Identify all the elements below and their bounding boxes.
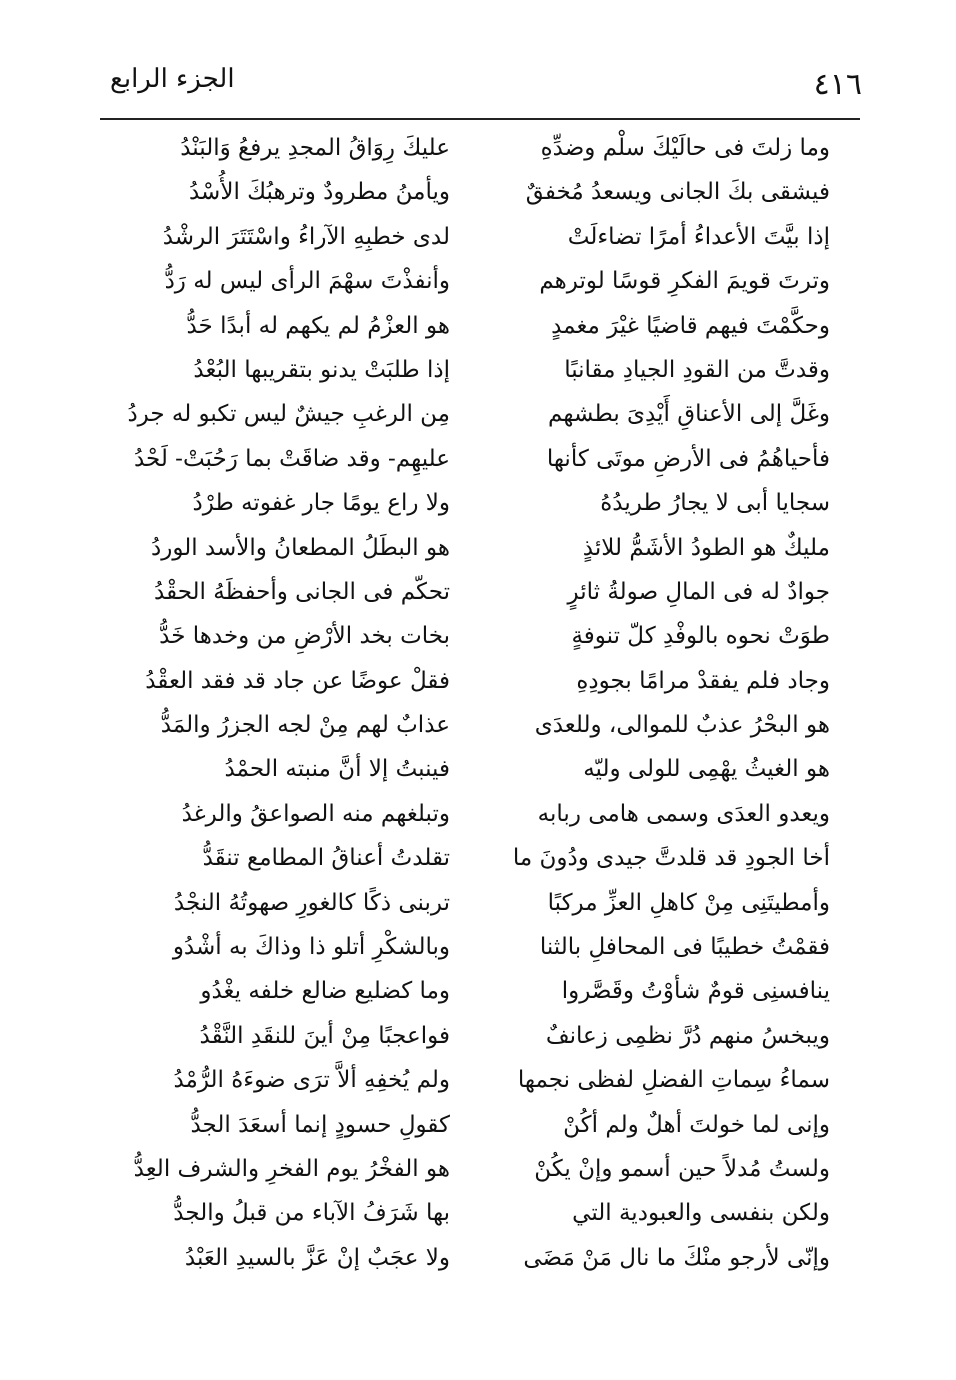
- verse-second-hemistich: وبالشكْرِ أتلو ذا وذاكَ به أشْدُو: [172, 934, 450, 961]
- verse-second-hemistich: كقولِ حسودٍ إنما أسعَدَ الجدُّ: [190, 1111, 450, 1138]
- verse-first-hemistich: وإنّى لأرجو منْكَ ما نال مَنْ مَضَى: [523, 1244, 830, 1271]
- verse-first-hemistich: هو البحْرُ عذبٌ للموالى، وللعدَى: [534, 712, 830, 739]
- verse-second-hemistich: لدى خطبِهِ الآراءُ واسْتَتَرَ الرشْدُ: [162, 223, 450, 250]
- verse-first-hemistich: أخا الجودِ قد قلدتَّ جيدى ودُونَ ما: [512, 845, 830, 872]
- verse-first-hemistich: وترتَ قويمَ الفكرِ قوسًا لوترهم: [539, 268, 830, 295]
- part-title: الجزء الرابع: [110, 64, 235, 94]
- verse-first-hemistich: ويبخسُ منهم دُرَّ نظمِى زعانفٌ: [545, 1022, 830, 1049]
- verse-second-hemistich: بخات بخد الأرْضِ من وخدها خَدُّ: [159, 623, 450, 650]
- verse-second-hemistich: هو الفخْرُ يوم الفخرِ والشرف العِدُّ: [133, 1155, 450, 1182]
- verse-second-hemistich: مِن الرغبِ جيشٌ ليس تكبو له جردُ: [127, 401, 450, 428]
- verse-first-hemistich: طوَتْ نحوه بالوفْدِ كلّ تنوفةٍ: [571, 623, 830, 650]
- left-hemistich-column: [80, 126, 450, 1280]
- verse-first-hemistich: ينافسنِى قومٌ شأوْتُ وقَصَّروا: [561, 978, 830, 1005]
- verse-first-hemistich: وحكَّمْتَ فيهم قاضيًا غيْرَ مغمدٍ: [551, 312, 830, 339]
- verse-second-hemistich: ولا راع يومًا جار غفوته طرْدُ: [192, 490, 450, 517]
- verse-second-hemistich: تقلدتُ أعناقُ المطامع تنقَدُّ: [202, 845, 450, 872]
- header-rule: [100, 118, 860, 120]
- verse-first-hemistich: سجايا أبى لا يجارُ طريدُهُ: [600, 490, 830, 517]
- verse-second-hemistich: ويأمنُ مطرودٌ وترهبُكَ الأُسْدُ: [188, 179, 450, 206]
- verse-second-hemistich: هو البطَلُ المطعانُ والأسد الوردُ: [150, 534, 450, 561]
- verse-second-hemistich: هو العزْمُ لم يكهم له أبدًا حَدُّ: [186, 312, 450, 339]
- right-hemistich-column: [460, 126, 830, 1280]
- verse-first-hemistich: وإنى لما خولتَ أهلٌ ولم أكُنْ: [563, 1111, 830, 1138]
- verse-first-hemistich: سماءُ سِماتِ الفضلِ لفظى نجمها: [517, 1067, 830, 1094]
- verse-second-hemistich: فينبتُ إلا أنَّ منبته الحمْدُ: [224, 756, 450, 783]
- verse-second-hemistich: تحكّم فى الجانى وأحفظَهُ الحقْدُ: [154, 578, 450, 605]
- page-number: ٤١٦: [813, 67, 862, 102]
- verse-first-hemistich: جوادٌ له فى المالِ صولةُ ثائرٍ: [567, 578, 830, 605]
- verse-first-hemistich: إذا بيَّتَ الأعداءُ أمرًا تضاءلَتْ: [567, 223, 830, 250]
- verse-first-hemistich: وغَلَّ إلى الأعناقِ أَيْدِىَ بطشهم: [548, 401, 830, 428]
- verse-first-hemistich: مليكٌ هو الطودُ الأشَمُّ للائذٍ: [582, 534, 830, 561]
- verse-second-hemistich: وأنفذْتَ سهْمَ الرأى ليس له رَدُّ: [164, 268, 450, 295]
- verse-first-hemistich: وما زلتَ فى حالَيْكَ سلْم وضدِّهِ: [540, 135, 830, 161]
- verse-first-hemistich: وأمطيتَنِى مِنْ كاهلِ العزِّ مركبًا: [547, 889, 830, 916]
- verse-first-hemistich: وقدتَّ من القودِ الجيادِ مقانبًا: [564, 356, 830, 383]
- verse-second-hemistich: عليكَ رِوَاقُ المجدِ يرفعُ وَالبَنْدُ: [180, 135, 450, 161]
- verse-first-hemistich: فيشقى بكَ الجانى ويسعدُ مُخفقٌ: [525, 179, 830, 206]
- verse-first-hemistich: فقمْتُ خطيبًا فى المحافلِ بالثنا: [539, 934, 830, 961]
- verse-second-hemistich: فقلْ عوضًا عن جاد قد فقد العقْدُ: [145, 667, 450, 694]
- verse-first-hemistich: وجاد فلم يفقدْ مرامًا بجودِهِ: [576, 667, 830, 694]
- verse-second-hemistich: فواعجبًا مِنْ أينَ للنقَدِ النَّقْدُ: [199, 1022, 450, 1049]
- verse-second-hemistich: عذابٌ لهم مِنْ لجه الجزرُ والمَدُّ: [160, 712, 450, 739]
- verse-second-hemistich: ولا عجَبٌ إنْ عَزَّ بالسيدِ العَبْدُ: [184, 1244, 450, 1271]
- verse-first-hemistich: هو الغيثُ يهْمِى للولى وليّه: [583, 756, 830, 783]
- verse-second-hemistich: وتبلغهم منه الصواعقُ والرغدُ: [181, 800, 450, 827]
- verse-second-hemistich: إذا طلبَتْ يدنو بتقريبها البُعْدُ: [193, 356, 450, 383]
- verse-first-hemistich: فأحياهُمُ فى الأرضِ موتَى كأنها: [546, 445, 830, 472]
- verse-second-hemistich: عليهِم- وقد ضاقَتْ بما رَحُبَتْ- لَحْدُ: [133, 445, 450, 472]
- verse-first-hemistich: ولستُ مُدلاً حين أسمو وإنْ يكُنْ: [534, 1155, 830, 1182]
- verse-first-hemistich: ويعدو العدَى وسمى هامى ربابه: [537, 800, 830, 827]
- verse-second-hemistich: بها شَرَفُ الآباء من قبلُ والجدُّ: [173, 1200, 450, 1227]
- verse-second-hemistich: وما كضليع ضالع خلفه يغْدُو: [200, 978, 450, 1005]
- verse-first-hemistich: ولكن بنفسى والعبودية التي: [572, 1200, 830, 1227]
- verse-second-hemistich: تربنى ذكًا كالغورِ صهوتُهُ النجْدُ: [173, 889, 450, 916]
- running-head: [100, 62, 862, 106]
- verse-second-hemistich: ولم يُخفِهِ ألاَّ ترَى ضوءَهُ الرُّمْدُ: [173, 1067, 450, 1094]
